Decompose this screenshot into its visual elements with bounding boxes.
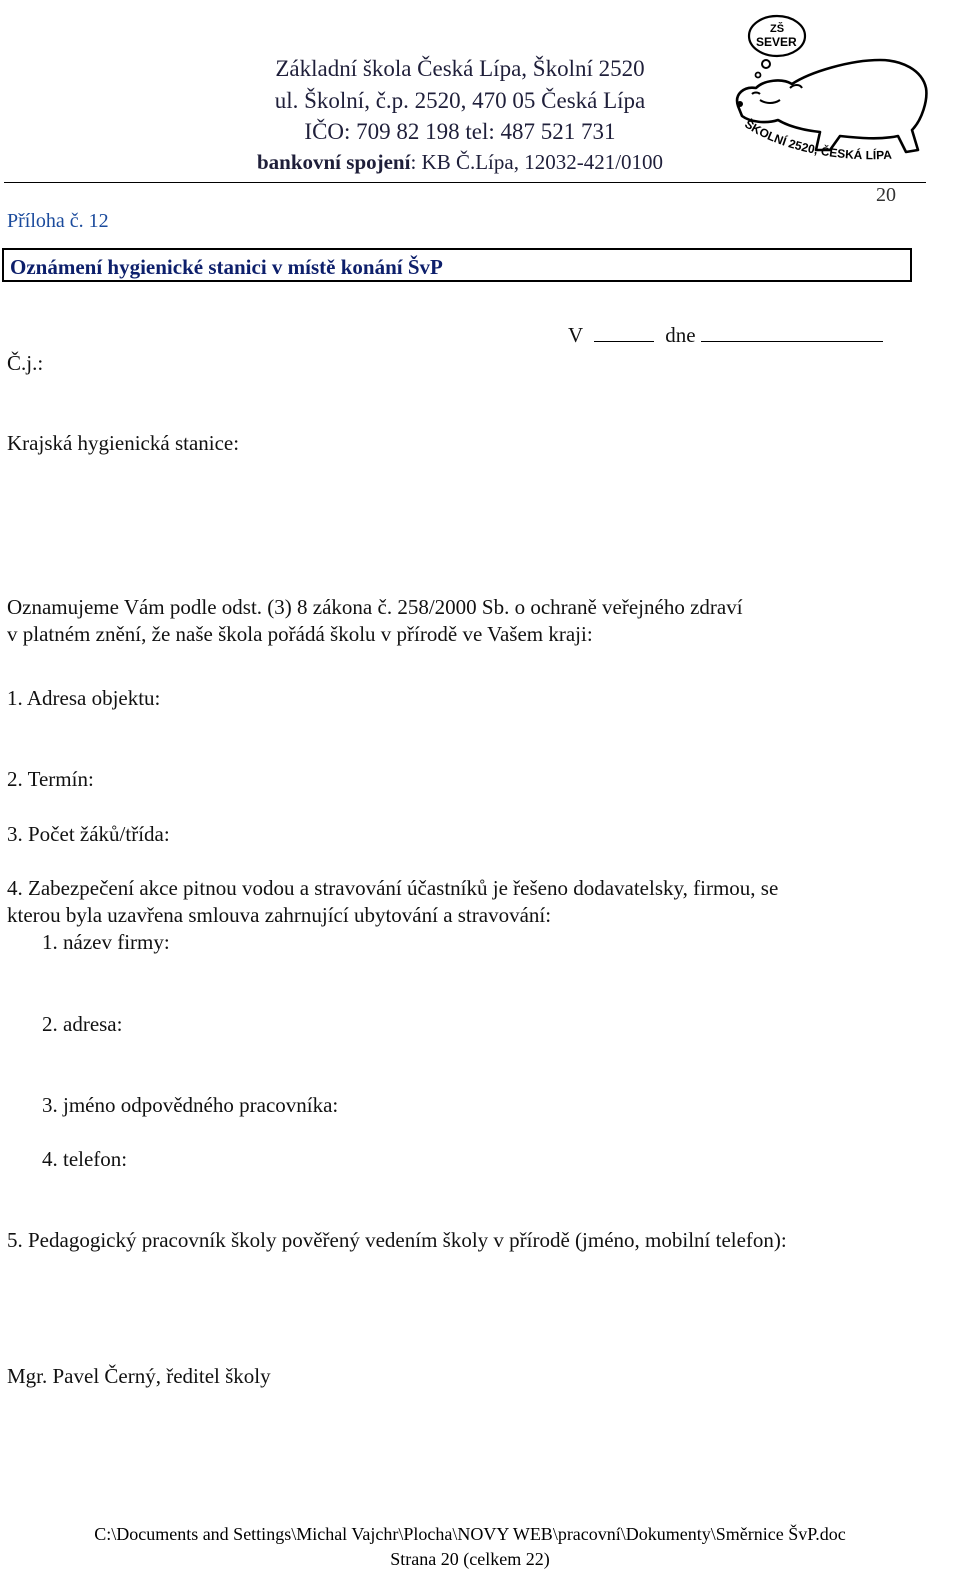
sub-item-responsible: 3. jméno odpovědného pracovníka: <box>42 1093 339 1117</box>
item-pupils: 3. Počet žáků/třída: <box>7 822 170 846</box>
logo-text-zs: ZŠ <box>770 23 785 35</box>
place-date-line <box>568 323 883 348</box>
intro-line-2: v platném znění, že naše škola pořádá školu v přírodě ve Vašem kraji: <box>7 622 593 646</box>
sub-item-address: 2. adresa: <box>42 1012 123 1036</box>
footer-page-info: Strana 20 (celkem 22) <box>390 1549 550 1569</box>
item-address: 1. Adresa objektu: <box>7 686 161 710</box>
document-title: Oznámení hygienické stanici v místě konání ŠvP <box>10 255 443 279</box>
footer-path: C:\Documents and Settings\Michal Vajchr\Plocha\NOVY WEB\pracovní\Dokumenty\Směrnice ŠvP.doc <box>94 1524 846 1544</box>
title-box <box>2 248 912 282</box>
signature: Mgr. Pavel Černý, ředitel školy <box>7 1364 271 1388</box>
logo-text-sever: SEVER <box>756 35 797 49</box>
reference-label: Č.j.: <box>7 351 44 375</box>
sub-item-phone: 4. telefon: <box>42 1147 128 1171</box>
school-address: ul. Školní, č.p. 2520, 470 05 Česká Lípa <box>274 88 646 113</box>
school-logo-icon <box>730 8 930 170</box>
annex-label: Příloha č. 12 <box>7 210 109 232</box>
item-catering-line-1: 4. Zabezpečení akce pitnou vodou a stravování účastníků je řešeno dodavatelsky, firmou, se <box>7 876 779 900</box>
date-prefix: dne <box>665 323 696 347</box>
page-number: 20 <box>876 184 896 206</box>
date-blank <box>701 323 883 342</box>
intro-line-1: Oznamujeme Vám podle odst. (3) 8 zákona č. 258/2000 Sb. o ochraně veřejného zdraví <box>7 595 743 619</box>
recipient-label: Krajská hygienická stanice: <box>7 431 240 455</box>
school-ico-phone: IČO: 709 82 198 tel: 487 521 731 <box>304 119 616 144</box>
item-catering-line-2: kterou byla uzavřena smlouva zahrnující ubytování a stravování: <box>7 903 552 927</box>
school-name: Základní škola Česká Lípa, Školní 2520 <box>275 56 645 81</box>
header-divider <box>4 182 926 183</box>
place-blank <box>594 323 654 342</box>
bank-value: : KB Č.Lípa, 12032-421/0100 <box>410 150 664 174</box>
sub-item-company: 1. název firmy: <box>42 930 170 954</box>
item-teacher: 5. Pedagogický pracovník školy pověřený vedením školy v přírodě (jméno, mobilní telefon): <box>7 1228 787 1252</box>
item-term: 2. Termín: <box>7 767 94 791</box>
place-prefix: V <box>568 323 583 347</box>
logo-text-bottom: ŠKOLNÍ 2520, ČESKÁ LÍPA <box>742 116 893 163</box>
bank-label: bankovní spojení <box>256 150 411 174</box>
